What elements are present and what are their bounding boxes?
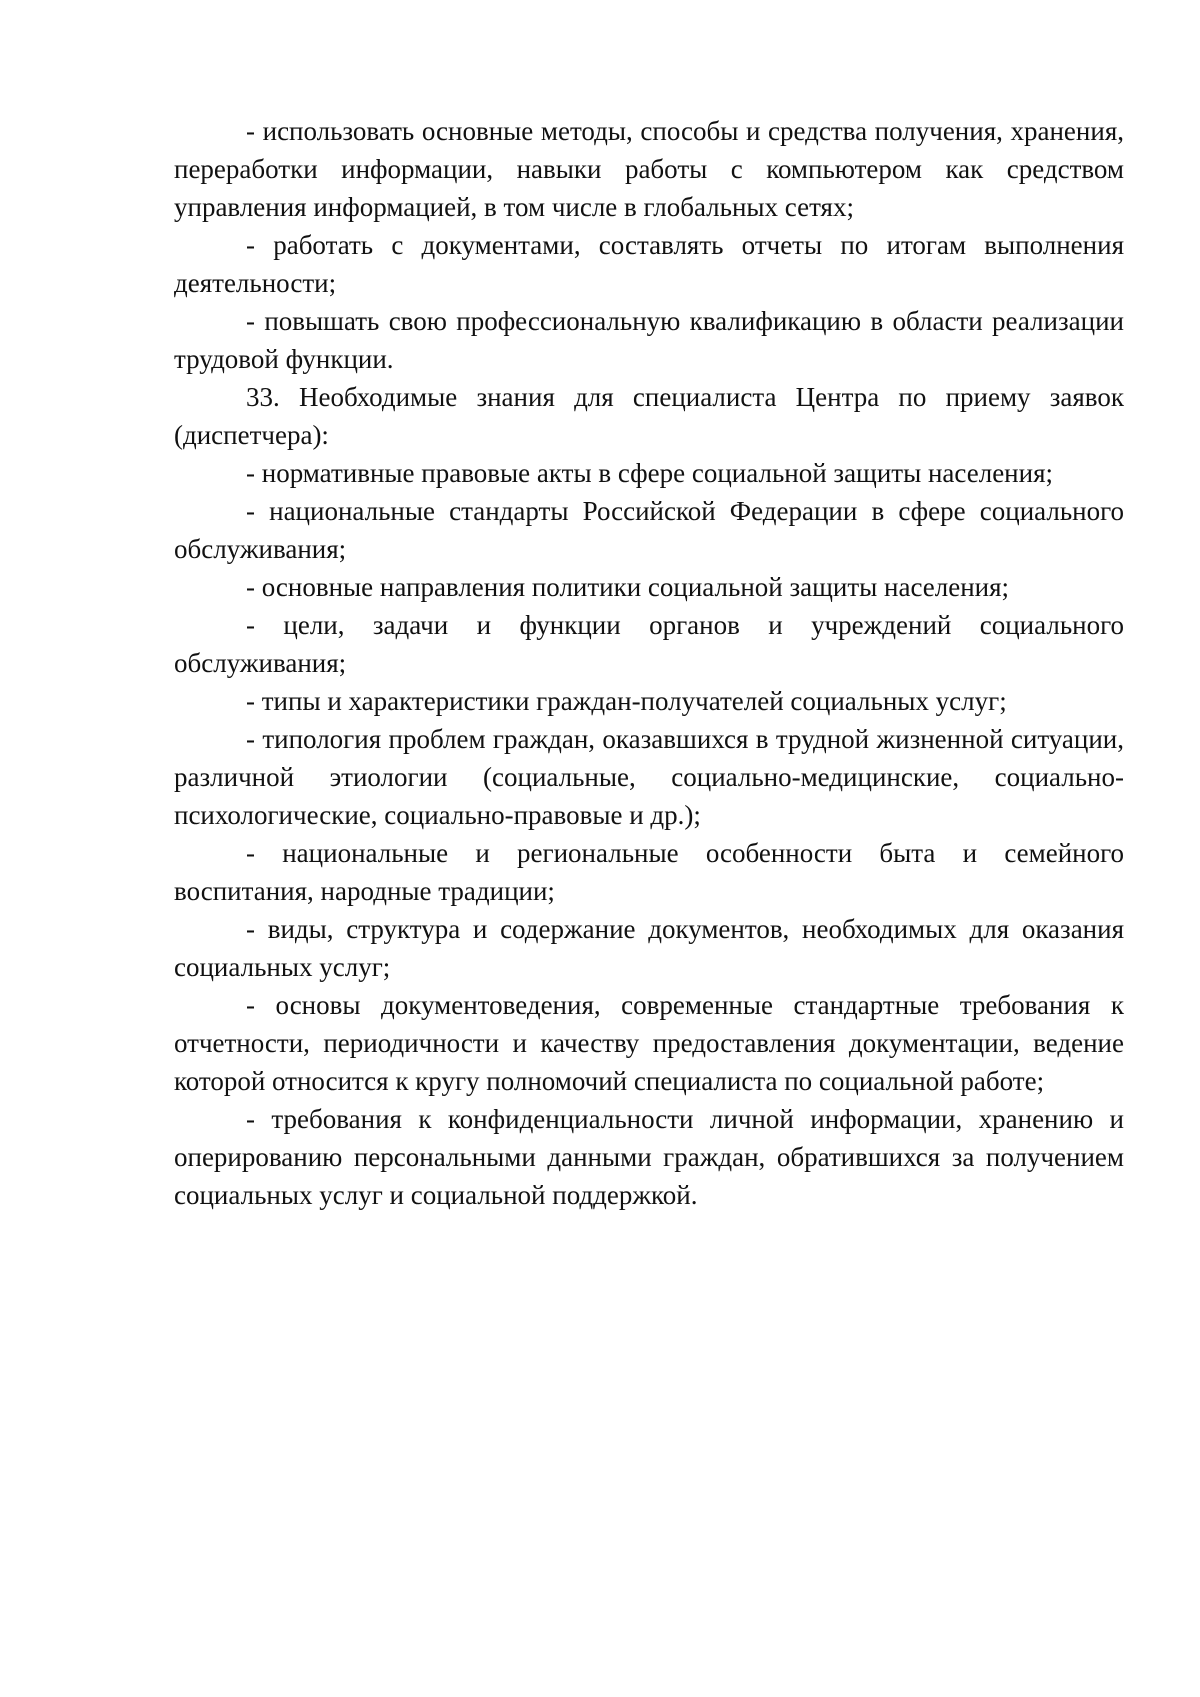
paragraph-national-standards: - национальные стандарты Российской Федерации в сфере социального обслуживания; [174,496,1124,564]
paragraph-recipient-types: - типы и характеристики граждан-получателей социальных услуг; [246,686,1007,716]
paragraph-normative-acts: - нормативные правовые акты в сфере социальной защиты населения; [246,458,1053,488]
paragraph-section-33: 33. Необходимые знания для специалиста Центра по приему заявок (диспетчера): [174,382,1124,450]
paragraph-regional-traditions: - национальные и региональные особенности быта и семейного воспитания, народные традиции; [174,838,1124,906]
paragraph-confidentiality: - требования к конфиденциальности личной информации, хранению и оперированию персональными данными граждан, обратившихся за получением социальных услуг и социальной поддержкой. [174,1104,1124,1210]
paragraph-goals-tasks: - цели, задачи и функции органов и учреждений социального обслуживания; [174,610,1124,678]
paragraph-problem-typology: - типология проблем граждан, оказавшихся в трудной жизненной ситуации, различной этиологии (социальные, социально-медицинские, социально-психологические, социально-правовые и др.); [174,724,1124,830]
paragraph-info-methods: - использовать основные методы, способы и средства получения, хранения, переработки информации, навыки работы с компьютером как средством управления информацией, в том числе в глобальных сетях; [174,116,1124,222]
paragraph-policy-directions: - основные направления политики социальной защиты населения; [246,572,1010,602]
paragraph-work-documents: - работать с документами, составлять отчеты по итогам выполнения деятельности; [174,230,1124,298]
paragraph-qualification: - повышать свою профессиональную квалификацию в области реализации трудовой функции. [174,306,1124,374]
paragraph-document-types: - виды, структура и содержание документов, необходимых для оказания социальных услуг; [174,914,1124,982]
paragraph-records-management: - основы документоведения, современные стандартные требования к отчетности, периодичности и качеству предоставления документации, ведение которой относится к кругу полномочий специалиста по социальной работе; [174,990,1124,1096]
document-body [174,112,1124,1214]
